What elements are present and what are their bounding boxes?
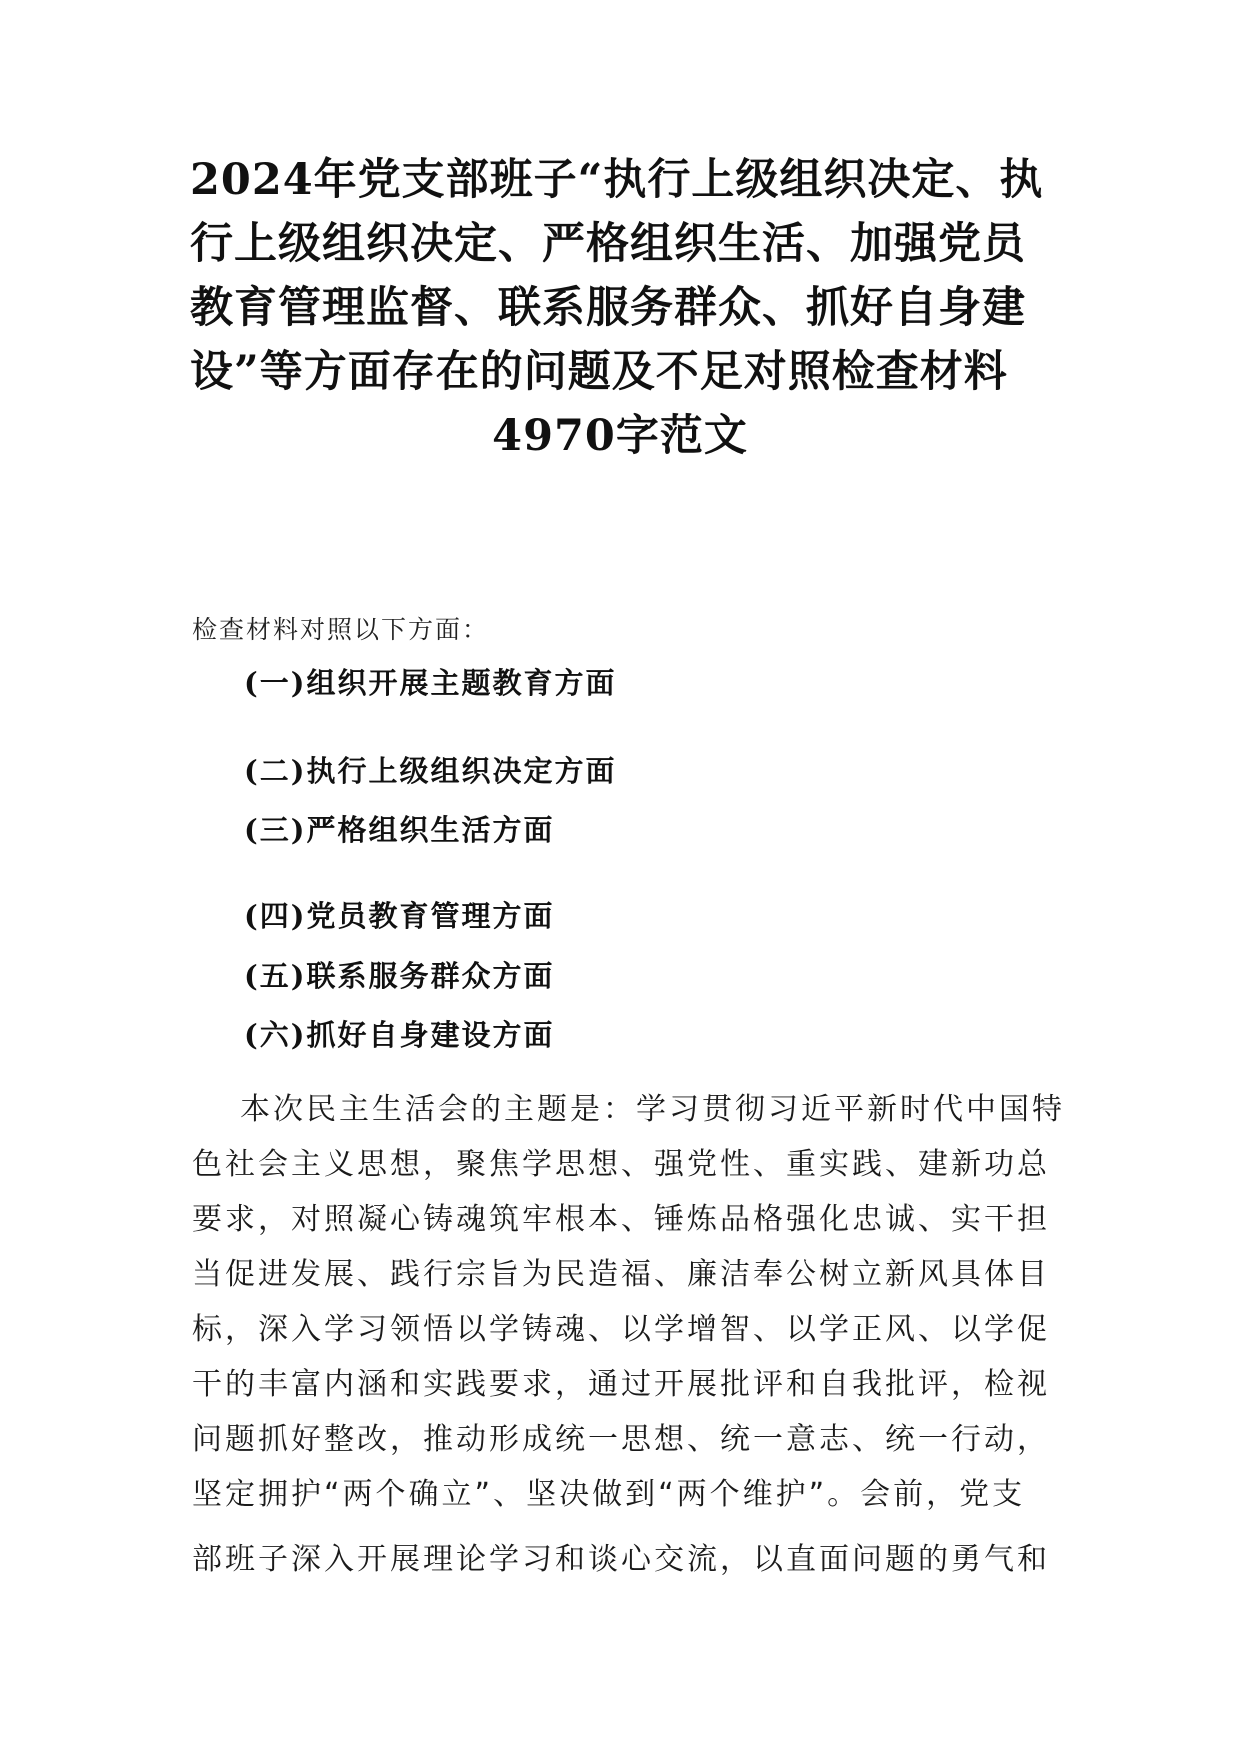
title-line: 4970字范文 [492,411,748,461]
paragraph-line: 要求，对照凝心铸魂筑牢根本、锤炼品格强化忠诚、实干担 [192,1202,1050,1237]
intro-text: 检查材料对照以下方面： [192,615,490,644]
section-item: (三)严格组织生活方面 [244,813,555,847]
paragraph-line: 标，深入学习领悟以学铸魂、以学增智、以学正风、以学促 [192,1312,1050,1347]
title-line: 行上级组织决定、严格组织生活、加强党员 [190,219,1026,269]
paragraph-line: 干的丰富内涵和实践要求，通过开展批评和自我批评，检视 [192,1367,1050,1402]
section-item: (五)联系服务群众方面 [244,959,555,993]
section-item: (四)党员教育管理方面 [244,899,555,933]
paragraph-line: 问题抓好整改，推动形成统一思想、统一意志、统一行动， [192,1422,1050,1457]
title-line: 教育管理监督、联系服务群众、抓好自身建 [190,283,1026,333]
paragraph-line: 当促进发展、践行宗旨为民造福、廉洁奉公树立新风具体目 [192,1257,1050,1292]
paragraph-line: 部班子深入开展理论学习和谈心交流，以直面问题的勇气和 [192,1542,1050,1577]
paragraph-line: 坚定拥护“两个确立”、坚决做到“两个维护”。会前，党支 [192,1477,1026,1512]
section-item: (二)执行上级组织决定方面 [244,754,617,788]
section-item: (一)组织开展主题教育方面 [244,666,617,700]
document-title [190,148,1050,468]
paragraph-line: 本次民主生活会的主题是：学习贯彻习近平新时代中国特 [240,1092,1065,1127]
title-line: 设”等方面存在的问题及不足对照检查材料 [190,347,1008,397]
section-item: (六)抓好自身建设方面 [244,1018,555,1052]
title-line: 2024年党支部班子“执行上级组织决定、执 [190,155,1044,205]
paragraph-line: 色社会主义思想，聚焦学思想、强党性、重实践、建新功总 [192,1147,1050,1182]
